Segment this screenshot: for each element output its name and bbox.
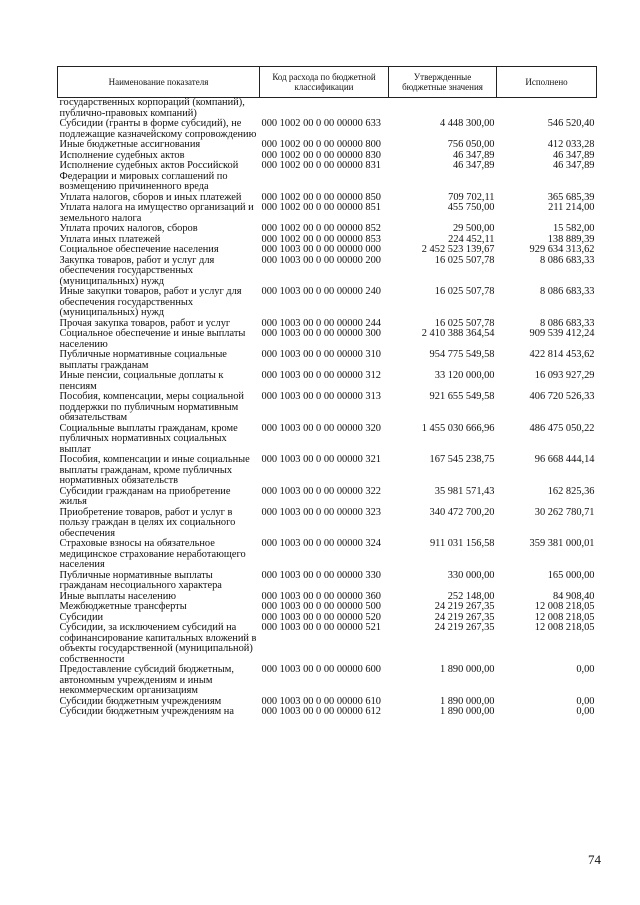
row-code: 000 1003 00 0 00 00000 300 <box>261 328 381 339</box>
row-code: 000 1003 00 0 00 00000 612 <box>261 706 381 717</box>
row-code: 000 1002 00 0 00 00000 831 <box>261 160 381 171</box>
row-approved: 167 545 238,75 <box>429 454 495 465</box>
row-approved: 921 655 549,58 <box>429 391 495 402</box>
row-executed: 8 086 683,33 <box>539 254 595 266</box>
row-executed: 16 093 927,29 <box>534 370 595 381</box>
table-row <box>58 665 597 697</box>
row-code <box>260 98 389 120</box>
row-approved: 911 031 156,58 <box>429 538 495 549</box>
row-code: 000 1003 00 0 00 00000 313 <box>261 391 381 402</box>
row-approved: 954 775 549,58 <box>429 349 495 360</box>
row-executed: 412 033,28 <box>547 139 595 150</box>
row-approved: 1 890 000,00 <box>439 695 495 707</box>
row-approved: 330 000,00 <box>447 569 495 581</box>
row-code: 000 1002 00 0 00 00000 852 <box>261 223 381 234</box>
table-row <box>58 350 597 371</box>
row-name: Иные выплаты населению <box>59 590 177 602</box>
row-approved: 709 702,11 <box>448 191 495 203</box>
row-approved: 46 347,89 <box>452 160 495 171</box>
row-name: Исполнение судебных актов Российской Федерации и мировых соглашений по возмещению причиненного вреда <box>59 160 239 192</box>
header-code: Код расхода по бюджетной классификации <box>260 67 389 98</box>
row-approved: 340 472 700,20 <box>429 506 495 518</box>
row-approved: 24 219 267,35 <box>434 611 495 623</box>
table-row <box>58 707 597 718</box>
table-row <box>58 98 597 120</box>
row-code: 000 1003 00 0 00 00000 244 <box>261 317 381 329</box>
row-code: 000 1003 00 0 00 00000 330 <box>261 569 381 581</box>
row-name: Иные закупки товаров, работ и услуг для обеспечения государственных (муниципальных) нужд <box>59 286 242 318</box>
row-name: Иные пенсии, социальные доплаты к пенсиям <box>59 370 224 392</box>
row-name: Предоставление субсидий бюджетным, автономным учреждениям и иным некоммерческим организациям <box>59 664 234 696</box>
table-row <box>58 329 597 350</box>
row-name: Закупка товаров, работ и услуг для обеспечения государственных (муниципальных) нужд <box>59 254 215 287</box>
table-row <box>58 508 597 540</box>
row-executed: 909 539 412,24 <box>529 328 595 339</box>
header-approved: Утвержденные бюджетные значения <box>389 67 497 98</box>
row-name: Уплата прочих налогов, сборов <box>59 223 198 234</box>
row-code: 000 1003 00 0 00 00000 610 <box>261 695 381 707</box>
row-approved: 252 148,00 <box>447 590 495 602</box>
row-approved: 29 500,00 <box>452 223 495 234</box>
row-executed: 359 381 000,01 <box>529 538 595 549</box>
row-code: 000 1003 00 0 00 00000 320 <box>261 422 381 434</box>
table-row <box>58 161 597 193</box>
row-executed: 84 908,40 <box>552 590 595 602</box>
row-approved: 16 025 507,78 <box>434 286 495 297</box>
row-code: 000 1003 00 0 00 00000 200 <box>261 254 381 266</box>
row-approved: 1 455 030 666,96 <box>421 422 495 434</box>
row-executed: 211 214,00 <box>548 202 595 213</box>
row-executed: 546 520,40 <box>547 118 595 129</box>
row-code: 000 1002 00 0 00 00000 853 <box>261 233 381 245</box>
row-name: Иные бюджетные ассигнования <box>59 139 201 150</box>
row-code: 000 1003 00 0 00 00000 322 <box>261 485 381 497</box>
row-executed: 8 086 683,33 <box>539 317 595 329</box>
row-executed: 46 347,89 <box>552 160 595 171</box>
row-name: Прочая закупка товаров, работ и услуг <box>59 317 231 329</box>
table-row <box>58 571 597 592</box>
row-code: 000 1003 00 0 00 00000 240 <box>261 286 381 297</box>
row-code: 000 1002 00 0 00 00000 800 <box>261 139 381 150</box>
table-row <box>58 256 597 288</box>
row-executed: 12 008 218,05 <box>534 611 595 623</box>
row-executed: 15 582,00 <box>552 223 595 234</box>
row-name: Субсидии бюджетным учреждениям на <box>59 706 234 717</box>
row-executed: 162 825,36 <box>547 485 595 497</box>
row-code: 000 1003 00 0 00 00000 521 <box>261 622 381 633</box>
table-row <box>58 539 597 571</box>
row-executed: 486 475 050,22 <box>529 422 595 434</box>
row-approved: 2 452 523 139,67 <box>421 244 495 255</box>
row-executed: 138 889,39 <box>547 233 595 245</box>
row-name: Публичные нормативные социальные выплаты гражданам <box>59 349 227 371</box>
row-approved: 756 050,00 <box>447 139 495 150</box>
row-approved <box>389 98 497 120</box>
row-approved: 4 448 300,00 <box>439 118 495 129</box>
table-row <box>58 623 597 665</box>
row-code: 000 1003 00 0 00 00000 312 <box>261 370 381 381</box>
row-name: Приобретение товаров, работ и услуг в пользу граждан в целях их социального обеспечения <box>59 506 236 539</box>
row-name: Уплата иных платежей <box>59 233 161 245</box>
row-executed: 46 347,89 <box>552 149 595 161</box>
row-name: Субсидии гражданам на приобретение жилья <box>59 485 231 507</box>
table-row <box>58 487 597 508</box>
header-executed: Исполнено <box>497 67 597 98</box>
row-approved: 24 219 267,35 <box>434 601 495 612</box>
row-code: 000 1003 00 0 00 00000 600 <box>261 664 381 675</box>
table-row <box>58 224 597 235</box>
row-name: Страховые взносы на обязательное медицинское страхование неработающего населения <box>59 538 246 570</box>
row-code: 000 1003 00 0 00 00000 321 <box>261 454 381 465</box>
row-approved: 35 981 571,43 <box>434 485 495 497</box>
row-name: Межбюджетные трансферты <box>59 601 187 612</box>
row-name: государственных корпораций (компаний), публично-правовых компаний) <box>59 97 245 119</box>
row-approved: 2 410 388 364,54 <box>421 328 495 339</box>
row-code: 000 1003 00 0 00 00000 500 <box>261 601 381 612</box>
row-name: Пособия, компенсации, меры социальной поддержки по публичным нормативным обязательствам <box>59 391 244 423</box>
row-executed: 165 000,00 <box>547 569 595 581</box>
row-code: 000 1002 00 0 00 00000 830 <box>261 149 381 161</box>
table-row <box>58 424 597 456</box>
row-code: 000 1003 00 0 00 00000 520 <box>261 611 381 623</box>
row-approved: 1 890 000,00 <box>439 706 495 717</box>
row-code: 000 1003 00 0 00 00000 310 <box>261 349 381 360</box>
row-executed: 30 262 780,71 <box>534 506 595 518</box>
row-code: 000 1002 00 0 00 00000 851 <box>261 202 381 213</box>
row-approved: 46 347,89 <box>452 149 495 161</box>
row-executed: 929 634 313,62 <box>529 244 595 255</box>
row-name: Уплата налога на имущество организаций и земельного налога <box>59 202 254 224</box>
table-row <box>58 392 597 424</box>
row-executed: 96 668 444,14 <box>534 454 595 465</box>
row-name: Субсидии (гранты в форме субсидий), не подлежащие казначейскому сопровождению <box>59 118 257 140</box>
row-executed: 8 086 683,33 <box>539 286 595 297</box>
row-approved: 16 025 507,78 <box>434 317 495 329</box>
row-approved: 224 452,11 <box>448 233 495 245</box>
row-executed: 0,00 <box>576 695 595 707</box>
table-row <box>58 203 597 224</box>
row-name: Субсидии бюджетным учреждениям <box>59 695 222 707</box>
row-executed: 0,00 <box>576 664 595 675</box>
row-executed: 0,00 <box>576 706 595 717</box>
table-row <box>58 245 597 256</box>
row-executed <box>497 98 597 120</box>
row-code: 000 1003 00 0 00 00000 000 <box>261 244 381 255</box>
row-executed: 422 814 453,62 <box>529 349 595 360</box>
table-row <box>58 140 597 151</box>
row-name: Социальные выплаты гражданам, кроме публичных нормативных социальных выплат <box>59 422 238 455</box>
table-row <box>58 602 597 613</box>
row-name: Субсидии, за исключением субсидий на софинансирование капитальных вложений в объекты государственной (муниципальной) собственности <box>59 622 257 665</box>
row-name: Субсидии <box>59 611 104 623</box>
row-approved: 24 219 267,35 <box>434 622 495 633</box>
table-row <box>58 119 597 140</box>
row-approved: 33 120 000,00 <box>434 370 495 381</box>
budget-execution-table <box>57 66 597 718</box>
row-code: 000 1002 00 0 00 00000 633 <box>261 118 381 129</box>
table-header-row <box>58 67 597 98</box>
row-executed: 12 008 218,05 <box>534 622 595 633</box>
table-row <box>58 287 597 319</box>
row-name: Публичные нормативные выплаты гражданам несоциального характера <box>59 569 222 591</box>
row-name: Исполнение судебных актов <box>59 149 185 161</box>
table-row <box>58 455 597 487</box>
row-approved: 1 890 000,00 <box>439 664 495 675</box>
row-code: 000 1003 00 0 00 00000 324 <box>261 538 381 549</box>
row-executed: 406 720 526,33 <box>529 391 595 402</box>
table-row <box>58 371 597 392</box>
row-approved: 455 750,00 <box>447 202 495 213</box>
row-name: Уплата налогов, сборов и иных платежей <box>59 191 242 203</box>
row-name: Пособия, компенсации и иные социальные выплаты гражданам, кроме публичных нормативных обязательств <box>59 454 250 486</box>
row-name: Социальное обеспечение и иные выплаты населению <box>59 328 246 350</box>
row-name: Социальное обеспечение населения <box>59 244 219 255</box>
header-name: Наименование показателя <box>58 67 260 98</box>
row-code: 000 1003 00 0 00 00000 360 <box>261 590 381 602</box>
page-number: 74 <box>588 852 601 867</box>
row-code: 000 1002 00 0 00 00000 850 <box>261 191 381 203</box>
row-executed: 365 685,39 <box>547 191 595 203</box>
row-approved: 16 025 507,78 <box>434 254 495 266</box>
row-code: 000 1003 00 0 00 00000 323 <box>261 506 381 518</box>
row-executed: 12 008 218,05 <box>534 601 595 612</box>
